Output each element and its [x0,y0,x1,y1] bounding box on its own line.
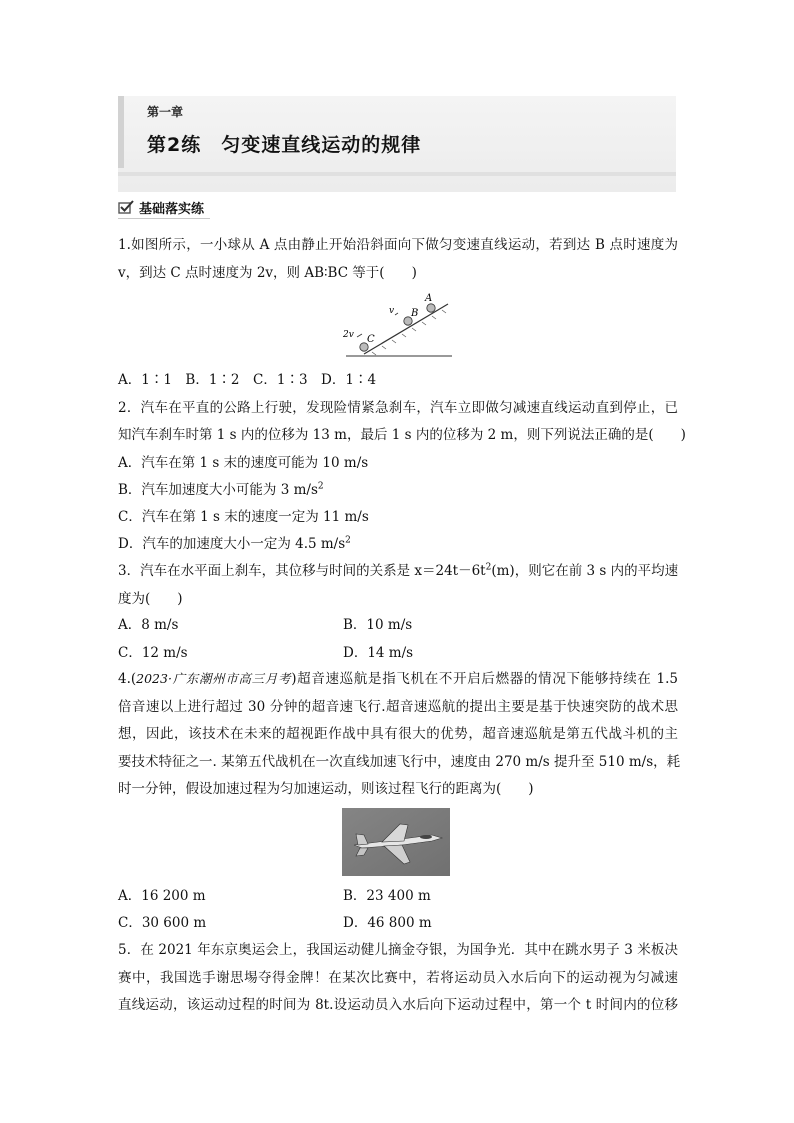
q2-option-b: B．汽车加速度大小可能为 3 $m/s^2$ [118,481,324,498]
q4-line-3: 想，因此，该技术在未来的超视距作战中具有很大的优势，超音速巡航是第五代战斗机的主 [118,726,678,742]
q4-option-d: D．46 800 m [343,915,432,931]
header-divider [118,172,676,176]
q2-line-1: 2．汽车在平直的公路上行驶，发现险情紧急刹车，汽车立即做匀减速直线运动直到停止，已 [118,400,678,416]
q4-option-c: C．30 600 m [118,915,207,931]
q1-line-2: v，到达 C 点时速度为 2v，则 AB∶BC 等于( ) [118,265,417,281]
q5-line-1: 5．在 2021 年东京奥运会上，我国运动健儿摘金夺银，为国争光．其中在跳水男子 3 米板决 [118,942,678,958]
label-2v: 2v [343,330,354,340]
q1-line-1: 1.如图所示，一小球从 A 点由静止开始沿斜面向下做匀变速直线运动，若到达 B 点时速度为 [118,237,678,253]
label-c: C [367,334,375,345]
fighter-jet-image [342,808,450,876]
checkmark-box-icon [118,200,134,214]
q4-line-5: 时一分钟，假设加速过程为匀加速运动，则该过程飞行的距离为( ) [118,781,534,797]
q2-line-2: 知汽车刹车时第 1 s 内的位移为 13 m，最后 1 s 内的位移为 2 m，则下列说法正确的是( ) [118,427,686,443]
q2-option-c: C．汽车在第 1 s 末的速度一定为 11 m/s [118,509,369,525]
q2-option-a: A．汽车在第 1 s 末的速度可能为 10 m/s [118,455,369,471]
q4-option-b: B．23 400 m [343,888,431,904]
section-label: 基础落实练 [139,201,205,217]
header-accent-bar [118,96,124,168]
q4-line-2: 倍音速以上进行超过 30 分钟的超音速飞行.超音速巡航的提出主要是基于快速突防的战术思 [118,699,678,715]
section-tag [118,196,210,219]
q3-option-b: B．10 m/s [343,617,413,633]
label-v: v [389,306,395,316]
q3-option-d: D．14 m/s [343,645,414,661]
incline-figure [338,290,456,362]
q1-options: A．1∶1 B．1∶2 C．1∶3 D．1∶4 [118,372,377,388]
label-b: B [411,308,419,319]
q4-citation: 2023·广东潮州市高三月考 [136,671,292,686]
q5-line-3: 直线运动，该运动过程的时间为 8t.设运动员入水后向下运动过程中，第一个 t 时间内的位移 [118,997,678,1013]
q4-line-4: 要技术特征之一. 某第五代战机在一次直线加速飞行中，速度由 270 m/s 提升至 510 m/s，耗 [118,754,681,770]
q3-line-1: 3．汽车在水平面上刹车，其位移与时间的关系是 $x=24t-6t^2(m)$，则它在前 3 s 内的平均速 [118,562,679,579]
label-a: A [425,293,433,304]
q4-option-a: A．16 200 m [118,888,206,904]
q3-option-a: A．8 m/s [118,617,179,633]
chapter-label: 第一章 [147,105,184,119]
ball-a [427,304,435,312]
q3-line-2: 度为( ) [118,591,183,607]
q2-option-d: D．汽车的加速度大小一定为 4.5 $m/s^2$ [118,535,351,552]
q5-line-2: 赛中，我国选手谢思埸夺得金牌！在某次比赛中，若将运动员入水后向下的运动视为匀减速 [118,970,678,986]
q4-line-1: 4.(2023·广东潮州市高三月考)超音速巡航是指飞机在不开启后燃器的情况下能够持续在 1.5 [118,671,678,687]
page-title: 第2练 匀变速直线运动的规律 [147,134,422,156]
q3-option-c: C．12 m/s [118,645,188,661]
